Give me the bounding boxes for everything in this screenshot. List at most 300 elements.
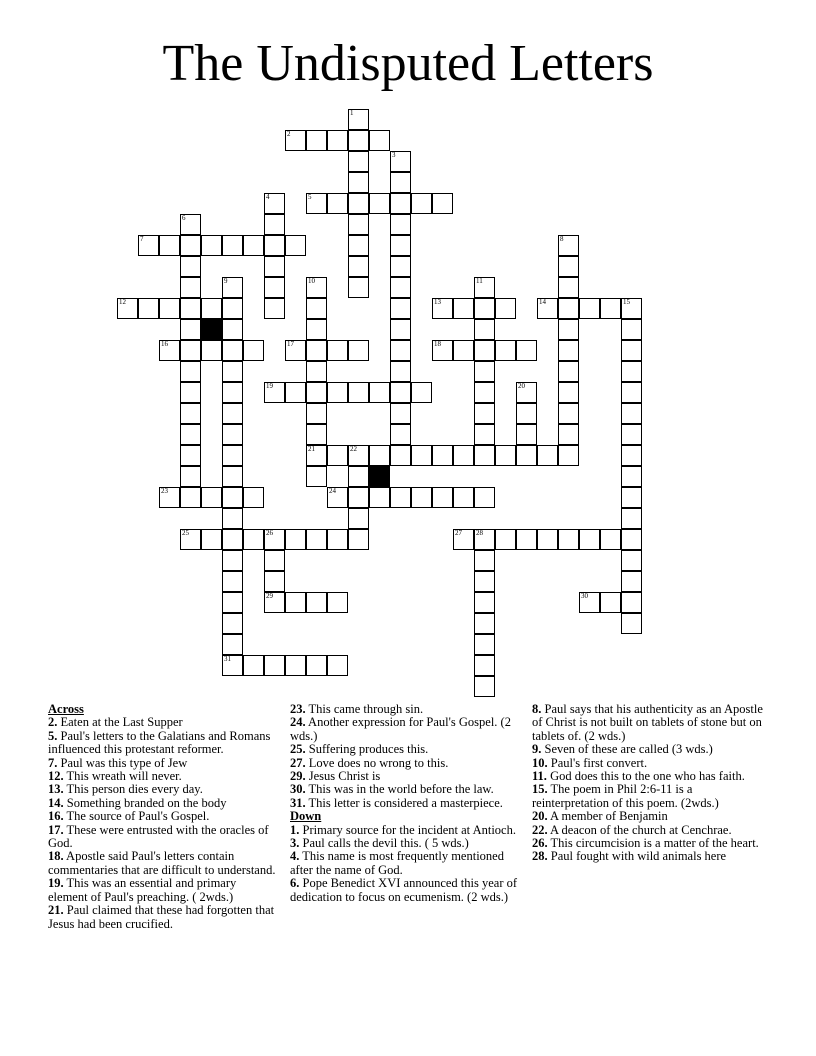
grid-cell[interactable] xyxy=(558,298,579,319)
grid-cell[interactable] xyxy=(327,445,348,466)
clue-text: Apostle said Paul's letters contain commentaries that are difficult to understand. xyxy=(48,849,276,877)
grid-cell[interactable] xyxy=(348,508,369,529)
grid-cell[interactable] xyxy=(621,298,642,319)
grid-cell[interactable] xyxy=(306,466,327,487)
grid-cell[interactable] xyxy=(264,235,285,256)
grid-cell[interactable] xyxy=(621,529,642,550)
grid-cell[interactable] xyxy=(222,235,243,256)
grid-cell[interactable] xyxy=(180,319,201,340)
grid-cell[interactable] xyxy=(369,487,390,508)
clue-number: 7. xyxy=(48,755,58,770)
grid-cell[interactable] xyxy=(306,277,327,298)
grid-cell[interactable] xyxy=(180,424,201,445)
grid-cell[interactable] xyxy=(453,298,474,319)
grid-cell[interactable] xyxy=(558,277,579,298)
across-clue xyxy=(48,904,278,931)
grid-cell[interactable] xyxy=(201,235,222,256)
grid-cell[interactable] xyxy=(390,214,411,235)
grid-cell[interactable] xyxy=(474,550,495,571)
grid-cell[interactable] xyxy=(390,151,411,172)
grid-cell[interactable] xyxy=(390,340,411,361)
grid-cell[interactable] xyxy=(222,634,243,655)
grid-cell[interactable] xyxy=(348,466,369,487)
clue-text: Something branded on the body xyxy=(63,795,227,810)
grid-cell[interactable] xyxy=(327,382,348,403)
grid-cell[interactable] xyxy=(180,256,201,277)
grid-number: 15 xyxy=(623,298,630,306)
down-clue xyxy=(532,783,768,810)
grid-cell[interactable] xyxy=(306,445,327,466)
across-clue xyxy=(48,877,278,904)
across-heading: Across xyxy=(48,702,84,716)
grid-cell[interactable] xyxy=(138,235,159,256)
across-clue xyxy=(290,716,520,743)
grid-cell[interactable] xyxy=(201,340,222,361)
grid-cell[interactable] xyxy=(180,487,201,508)
grid-cell[interactable] xyxy=(327,340,348,361)
grid-cell[interactable] xyxy=(390,298,411,319)
grid-cell[interactable] xyxy=(138,298,159,319)
grid-cell[interactable] xyxy=(201,529,222,550)
grid-cell[interactable] xyxy=(474,361,495,382)
grid-cell[interactable] xyxy=(159,487,180,508)
grid-cell[interactable] xyxy=(411,382,432,403)
grid-number: 23 xyxy=(161,487,168,495)
grid-cell[interactable] xyxy=(621,382,642,403)
grid-cell[interactable] xyxy=(222,508,243,529)
clue-number: 12. xyxy=(48,769,64,784)
grid-cell[interactable] xyxy=(516,424,537,445)
grid-cell[interactable] xyxy=(474,571,495,592)
grid-number: 24 xyxy=(329,487,336,495)
grid-cell[interactable] xyxy=(453,445,474,466)
grid-cell[interactable] xyxy=(348,445,369,466)
clue-text: Seven of these are called (3 wds.) xyxy=(541,742,713,757)
clue-text: This came through sin. xyxy=(305,702,424,716)
grid-cell[interactable] xyxy=(453,340,474,361)
grid-cell[interactable] xyxy=(621,571,642,592)
grid-number: 1 xyxy=(350,109,354,117)
clue-number: 4. xyxy=(290,849,300,864)
grid-cell[interactable] xyxy=(558,256,579,277)
grid-cell[interactable] xyxy=(390,445,411,466)
grid-cell[interactable] xyxy=(558,382,579,403)
grid-cell[interactable] xyxy=(285,130,306,151)
grid-number: 22 xyxy=(350,445,357,453)
grid-cell[interactable] xyxy=(474,613,495,634)
grid-cell[interactable] xyxy=(558,235,579,256)
grid-cell[interactable] xyxy=(327,193,348,214)
grid-cell[interactable] xyxy=(285,529,306,550)
grid-cell[interactable] xyxy=(180,403,201,424)
grid-cell[interactable] xyxy=(327,130,348,151)
grid-cell[interactable] xyxy=(621,340,642,361)
clue-number: 18. xyxy=(48,849,64,864)
grid-cell[interactable] xyxy=(348,529,369,550)
grid-cell[interactable] xyxy=(558,403,579,424)
down-clue xyxy=(532,837,768,850)
grid-cell[interactable] xyxy=(180,214,201,235)
grid-cell[interactable] xyxy=(348,214,369,235)
across-clue xyxy=(290,743,520,756)
grid-cell[interactable] xyxy=(474,487,495,508)
down-clue xyxy=(290,850,520,877)
grid-number: 20 xyxy=(518,382,525,390)
grid-cell[interactable] xyxy=(516,340,537,361)
clues-column-1 xyxy=(48,703,278,931)
grid-cell[interactable] xyxy=(306,382,327,403)
down-heading: Down xyxy=(290,809,322,824)
clue-number: 20. xyxy=(532,809,548,824)
clue-text: Primary source for the incident at Antioch. xyxy=(299,822,516,837)
grid-cell[interactable] xyxy=(495,298,516,319)
grid-cell[interactable] xyxy=(264,655,285,676)
grid-cell[interactable] xyxy=(348,151,369,172)
grid-cell[interactable] xyxy=(306,130,327,151)
across-clue xyxy=(48,783,278,796)
grid-cell[interactable] xyxy=(306,340,327,361)
grid-number: 21 xyxy=(308,445,315,453)
clue-number: 19. xyxy=(48,876,64,891)
across-clue xyxy=(48,730,278,757)
grid-cell[interactable] xyxy=(348,256,369,277)
grid-cell[interactable] xyxy=(432,340,453,361)
grid-cell[interactable] xyxy=(558,445,579,466)
clue-text: Paul's first convert. xyxy=(547,755,648,770)
grid-cell[interactable] xyxy=(432,487,453,508)
clue-number: 8. xyxy=(532,702,542,716)
grid-cell[interactable] xyxy=(474,655,495,676)
grid-cell[interactable] xyxy=(348,340,369,361)
grid-cell[interactable] xyxy=(222,466,243,487)
grid-number: 19 xyxy=(266,382,273,390)
clue-number: 21. xyxy=(48,903,64,918)
grid-cell[interactable] xyxy=(474,634,495,655)
grid-cell[interactable] xyxy=(222,382,243,403)
grid-cell[interactable] xyxy=(285,340,306,361)
grid-cell[interactable] xyxy=(558,529,579,550)
grid-cell[interactable] xyxy=(180,235,201,256)
clue-text: Jesus Christ is xyxy=(305,769,381,784)
grid-cell[interactable] xyxy=(474,298,495,319)
grid-cell[interactable] xyxy=(159,235,180,256)
clue-text: Paul was this type of Jew xyxy=(57,755,188,770)
grid-cell[interactable] xyxy=(621,361,642,382)
grid-cell[interactable] xyxy=(390,319,411,340)
grid-cell[interactable] xyxy=(306,319,327,340)
grid-cell[interactable] xyxy=(495,445,516,466)
grid-cell[interactable] xyxy=(306,298,327,319)
grid-cell[interactable] xyxy=(117,298,138,319)
down-clue xyxy=(532,743,768,756)
grid-cell[interactable] xyxy=(621,445,642,466)
grid-cell[interactable] xyxy=(432,193,453,214)
grid-cell[interactable] xyxy=(180,529,201,550)
grid-cell[interactable] xyxy=(264,529,285,550)
grid-cell[interactable] xyxy=(243,340,264,361)
grid-cell[interactable] xyxy=(243,487,264,508)
across-clue xyxy=(48,824,278,851)
grid-cell[interactable] xyxy=(348,382,369,403)
grid-cell[interactable] xyxy=(222,445,243,466)
grid-cell[interactable] xyxy=(264,277,285,298)
grid-cell[interactable] xyxy=(453,529,474,550)
across-clue xyxy=(48,810,278,823)
grid-cell[interactable] xyxy=(516,403,537,424)
grid-cell[interactable] xyxy=(411,445,432,466)
grid-cell[interactable] xyxy=(558,361,579,382)
grid-black-cell xyxy=(369,466,390,487)
grid-cell[interactable] xyxy=(222,361,243,382)
grid-cell[interactable] xyxy=(495,340,516,361)
grid-cell[interactable] xyxy=(180,361,201,382)
grid-cell[interactable] xyxy=(474,340,495,361)
grid-cell[interactable] xyxy=(180,277,201,298)
grid-cell[interactable] xyxy=(222,319,243,340)
grid-cell[interactable] xyxy=(516,382,537,403)
grid-cell[interactable] xyxy=(453,487,474,508)
grid-cell[interactable] xyxy=(180,382,201,403)
grid-cell[interactable] xyxy=(306,193,327,214)
clue-text: A member of Benjamin xyxy=(547,809,668,824)
clue-number: 28. xyxy=(532,849,548,864)
grid-cell[interactable] xyxy=(243,655,264,676)
grid-cell[interactable] xyxy=(348,193,369,214)
clue-number: 22. xyxy=(532,822,548,837)
clue-text: Paul calls the devil this. ( 5 wds.) xyxy=(299,836,469,851)
grid-cell[interactable] xyxy=(285,382,306,403)
grid-cell[interactable] xyxy=(390,487,411,508)
grid-cell[interactable] xyxy=(621,550,642,571)
grid-cell[interactable] xyxy=(600,592,621,613)
grid-cell[interactable] xyxy=(390,235,411,256)
down-clue xyxy=(532,770,768,783)
grid-cell[interactable] xyxy=(390,424,411,445)
clue-text: This circumcision is a matter of the heart. xyxy=(547,836,759,851)
clue-text: God does this to the one who has faith. xyxy=(546,769,745,784)
grid-number: 28 xyxy=(476,529,483,537)
grid-cell[interactable] xyxy=(264,382,285,403)
clue-text: Eaten at the Last Supper xyxy=(57,715,183,730)
grid-cell[interactable] xyxy=(180,445,201,466)
clue-text: This letter is considered a masterpiece. xyxy=(305,795,503,810)
grid-cell[interactable] xyxy=(285,235,306,256)
grid-cell[interactable] xyxy=(348,109,369,130)
grid-cell[interactable] xyxy=(621,487,642,508)
grid-number: 12 xyxy=(119,298,126,306)
grid-cell[interactable] xyxy=(264,592,285,613)
clue-text: Paul fought with wild animals here xyxy=(547,849,727,864)
grid-cell[interactable] xyxy=(348,130,369,151)
grid-cell[interactable] xyxy=(579,529,600,550)
clue-text: Paul claimed that these had forgotten that Jesus had been crucified. xyxy=(48,903,275,931)
grid-cell[interactable] xyxy=(369,193,390,214)
clue-number: 30. xyxy=(290,782,306,797)
clue-number: 17. xyxy=(48,822,64,837)
grid-cell[interactable] xyxy=(264,256,285,277)
grid-cell[interactable] xyxy=(306,361,327,382)
grid-cell[interactable] xyxy=(306,529,327,550)
grid-number: 2 xyxy=(287,130,291,138)
clue-text: The poem in Phil 2:6-11 is a reinterpretation of this poem. (2wds.) xyxy=(532,782,719,810)
grid-cell[interactable] xyxy=(306,655,327,676)
grid-cell[interactable] xyxy=(201,298,222,319)
grid-cell[interactable] xyxy=(474,403,495,424)
across-clue xyxy=(48,850,278,877)
grid-cell[interactable] xyxy=(180,298,201,319)
grid-cell[interactable] xyxy=(222,655,243,676)
grid-cell[interactable] xyxy=(621,466,642,487)
grid-cell[interactable] xyxy=(516,445,537,466)
grid-cell[interactable] xyxy=(390,172,411,193)
grid-cell[interactable] xyxy=(390,277,411,298)
grid-cell[interactable] xyxy=(621,592,642,613)
grid-cell[interactable] xyxy=(222,277,243,298)
clue-text: Pope Benedict XVI announced this year of dedication to focus on ecumenism. (2 wds.) xyxy=(290,876,518,904)
grid-cell[interactable] xyxy=(600,298,621,319)
grid-cell[interactable] xyxy=(621,613,642,634)
grid-number: 9 xyxy=(224,277,228,285)
grid-cell[interactable] xyxy=(222,487,243,508)
grid-cell[interactable] xyxy=(495,529,516,550)
grid-cell[interactable] xyxy=(621,403,642,424)
grid-number: 11 xyxy=(476,277,483,285)
grid-cell[interactable] xyxy=(222,298,243,319)
grid-number: 3 xyxy=(392,151,396,159)
grid-cell[interactable] xyxy=(306,403,327,424)
grid-cell[interactable] xyxy=(369,382,390,403)
grid-cell[interactable] xyxy=(537,298,558,319)
grid-cell[interactable] xyxy=(222,340,243,361)
grid-cell[interactable] xyxy=(369,445,390,466)
grid-cell[interactable] xyxy=(327,487,348,508)
grid-cell[interactable] xyxy=(327,655,348,676)
grid-cell[interactable] xyxy=(558,424,579,445)
grid-cell[interactable] xyxy=(537,445,558,466)
grid-cell[interactable] xyxy=(579,592,600,613)
grid-cell[interactable] xyxy=(474,676,495,697)
grid-black-cell xyxy=(201,319,222,340)
grid-cell[interactable] xyxy=(390,256,411,277)
grid-cell[interactable] xyxy=(348,235,369,256)
grid-cell[interactable] xyxy=(222,424,243,445)
grid-cell[interactable] xyxy=(474,445,495,466)
grid-number: 17 xyxy=(287,340,294,348)
grid-cell[interactable] xyxy=(264,214,285,235)
clue-text: This name is most frequently mentioned after the name of God. xyxy=(290,849,504,877)
grid-cell[interactable] xyxy=(264,193,285,214)
grid-cell[interactable] xyxy=(537,529,558,550)
grid-cell[interactable] xyxy=(432,298,453,319)
grid-cell[interactable] xyxy=(222,592,243,613)
grid-cell[interactable] xyxy=(516,529,537,550)
grid-cell[interactable] xyxy=(474,529,495,550)
grid-cell[interactable] xyxy=(180,466,201,487)
grid-cell[interactable] xyxy=(390,382,411,403)
across-clue xyxy=(290,770,520,783)
grid-cell[interactable] xyxy=(621,424,642,445)
grid-cell[interactable] xyxy=(264,298,285,319)
grid-cell[interactable] xyxy=(474,424,495,445)
grid-cell[interactable] xyxy=(432,445,453,466)
clue-number: 29. xyxy=(290,769,306,784)
grid-cell[interactable] xyxy=(390,361,411,382)
grid-cell[interactable] xyxy=(222,550,243,571)
grid-cell[interactable] xyxy=(222,571,243,592)
grid-cell[interactable] xyxy=(348,172,369,193)
grid-cell[interactable] xyxy=(327,592,348,613)
grid-cell[interactable] xyxy=(243,529,264,550)
grid-cell[interactable] xyxy=(285,592,306,613)
across-clue xyxy=(290,783,520,796)
clue-number: 27. xyxy=(290,755,306,770)
clue-number: 2. xyxy=(48,715,58,730)
across-clue xyxy=(290,703,520,716)
grid-cell[interactable] xyxy=(201,487,222,508)
grid-cell[interactable] xyxy=(243,235,264,256)
grid-cell[interactable] xyxy=(621,319,642,340)
grid-cell[interactable] xyxy=(474,277,495,298)
page-title: The Undisputed Letters xyxy=(162,35,654,92)
grid-cell[interactable] xyxy=(390,193,411,214)
grid-cell[interactable] xyxy=(411,193,432,214)
grid-cell[interactable] xyxy=(327,529,348,550)
grid-number: 16 xyxy=(161,340,168,348)
grid-cell[interactable] xyxy=(285,655,306,676)
clue-number: 11. xyxy=(532,769,547,784)
clue-text: This wreath will never. xyxy=(63,769,182,784)
grid-cell[interactable] xyxy=(348,277,369,298)
clue-number: 3. xyxy=(290,836,300,851)
clue-number: 16. xyxy=(48,809,64,824)
clue-number: 31. xyxy=(290,795,306,810)
grid-cell[interactable] xyxy=(222,403,243,424)
grid-cell[interactable] xyxy=(390,403,411,424)
clue-text: The source of Paul's Gospel. xyxy=(63,809,210,824)
across-clue xyxy=(48,757,278,770)
grid-cell[interactable] xyxy=(474,382,495,403)
grid-cell[interactable] xyxy=(474,319,495,340)
grid-cell[interactable] xyxy=(306,424,327,445)
grid-cell[interactable] xyxy=(159,340,180,361)
grid-cell[interactable] xyxy=(222,613,243,634)
grid-cell[interactable] xyxy=(411,487,432,508)
grid-cell[interactable] xyxy=(600,529,621,550)
grid-number: 18 xyxy=(434,340,441,348)
grid-cell[interactable] xyxy=(621,508,642,529)
grid-cell[interactable] xyxy=(306,592,327,613)
clue-number: 10. xyxy=(532,755,548,770)
grid-number: 8 xyxy=(560,235,564,243)
grid-cell[interactable] xyxy=(264,550,285,571)
down-clue xyxy=(532,757,768,770)
grid-cell[interactable] xyxy=(348,487,369,508)
grid-cell[interactable] xyxy=(474,592,495,613)
clue-text: Another expression for Paul's Gospel. (2 wds.) xyxy=(290,715,511,743)
grid-cell[interactable] xyxy=(222,529,243,550)
grid-cell[interactable] xyxy=(558,319,579,340)
grid-cell[interactable] xyxy=(369,130,390,151)
down-clue xyxy=(532,824,768,837)
grid-cell[interactable] xyxy=(558,340,579,361)
grid-number: 31 xyxy=(224,655,231,663)
clues-column-3 xyxy=(532,703,768,864)
grid-number: 13 xyxy=(434,298,441,306)
grid-cell[interactable] xyxy=(159,298,180,319)
grid-cell[interactable] xyxy=(180,340,201,361)
grid-cell[interactable] xyxy=(264,571,285,592)
grid-cell[interactable] xyxy=(579,298,600,319)
